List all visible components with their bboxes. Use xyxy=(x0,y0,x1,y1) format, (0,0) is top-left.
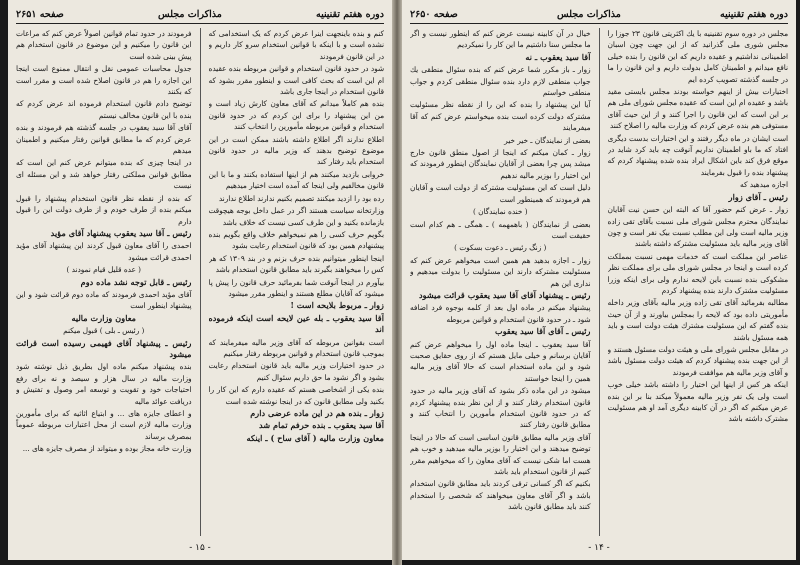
left-header-title: مذاكرات مجلس xyxy=(157,8,222,20)
left-column-1 xyxy=(209,28,385,536)
paragraph: مطالبه بفرمائید آقای تقی زاده وزیر مالیه بآقای وزیر داخله مأموریتی داده بود که لایحه را بمجلس بیاورند و از آن حیث بنده گفتم که این مسئولیت مشترك هیئت دولت است و باید همه مسئول باشند xyxy=(607,298,788,342)
left-header-rule xyxy=(16,23,384,24)
paragraph: اینکه هر کس از اینها این اختیار را داشته باشد خیلی خوب است ولی یک نفر وزیر مالیه معمولاً میکند بنا بر این بنده عرض میکنم که اگر در آن کابینه دیگری آمد او هم مسئولیت مشترک داشته باشد xyxy=(607,380,788,424)
section-heading: معاون وزارت مالیه xyxy=(71,312,137,323)
paragraph: که بنده از نقطه نظر قانون استخدام پیشنهاد را قبول میکنم بنده از طرف خودم و از طرف دولت این را قبول دارم xyxy=(16,193,192,226)
paragraph: آیا این پیشنهاد را بنده که این را از نقطه نظر مسئولیت مشترکه دولت کرده است بنده میخواستم عرض کنم که آقا میفرمایند xyxy=(410,100,591,133)
left-page-header xyxy=(16,6,384,22)
paragraph: زوار ـ عرض کنم حضور آقا که البته این حسن نیت آقایان نمایندگان محترم مجلس شورای ملی نسبت بآقای تقی زاده وزیر مالیه است ولی این مطلب نسبت بیک نفر است و چون آقای وزیر مالیه باید مسئولیت مشترکه داشته باشند xyxy=(607,205,788,249)
paragraph: در مقابل مجلس شورای ملی و هیئت دولت مسئول هستند و از این جهت بنده پیشنهاد کردم که هیئت دولت مسئول باشد و آقای وزیر مالیه هم موافقت فرمودند xyxy=(607,344,788,377)
paragraph: وزارت خانه مجاز بوده و میتواند از مصرف جایزه های ... xyxy=(22,444,192,454)
left-session-label: دوره هفتم تقنينيه xyxy=(315,8,384,20)
speaker-line: معاون وزارت مالیه ( آقای ساح ) ـ اینکه xyxy=(246,432,384,443)
speaker-line: آقا سید یعقوب ـ بله عین لایحه است اینکه فرموده اند xyxy=(208,312,384,335)
book-gutter xyxy=(392,0,402,565)
paragraph: خروابی بازدید میکنند هم از اینها استفاده بکنند و ما با این قانون مخالفیم ولی اینجا که آمده است اختیار میدهیم xyxy=(208,169,384,191)
paragraph: توضیح دادم قانون استخدام فرموده اند عرض کردم که بنده با این قانون مخالف نیستم xyxy=(16,99,192,120)
paragraph: است بقوانین مربوطه که آقای وزیر مالیه میفرمایند که بموجب قانون استخدام و قوانین مربوطه رفتار میکنیم xyxy=(208,337,384,358)
paragraph: بگویم حرف کسی را هم نمیخواهم خلاف واقع بگویم بنده پیشنهادم همین بود که قانون استخدام رعایت بشود xyxy=(208,229,384,251)
left-column-divider xyxy=(200,28,201,536)
stage-note: ( عده قلیل قیام نمودند ) xyxy=(66,265,141,275)
paragraph: پیشنهاد میکنم در ماده اول بعد از کلمه بوجوه فرد اضافه شود ـ در حدود قانون استخدام و قوانین مربوطه xyxy=(410,303,591,324)
right-page xyxy=(402,0,796,560)
speaker-line: رئیس ـ قابل توجه نشد ماده دوم xyxy=(80,276,192,287)
right-header-rule xyxy=(410,23,788,24)
speaker-line: رئیس ـ پیشنهاد آقای آقا سید یعقوب قرائت میشود xyxy=(418,289,591,300)
right-page-header xyxy=(410,6,788,22)
right-column-divider xyxy=(599,28,600,536)
paragraph: بنده پیشنهاد میکنم ماده اول بطریق ذیل نوشته شود وزارت مالیه در سال هزار و سیصد و نه برای رفع احتیاجات خود و تقویت و توسعه امر وصول و تفتیش و دریافت عوائد مالیه xyxy=(16,362,192,406)
paragraph: وزارتخانه سیاست هستند اگر در عمل داخل بوجه هیچوقت بازمانده بکنید و این طرف کسی نیست که خلاف باشد xyxy=(208,206,384,227)
paragraph: در حدود اختیارات وزیر مالیه باید قانون استخدام رعایت بشود و اگر نشود ما حق داریم سئوال کنیم xyxy=(208,361,384,382)
paragraph: اختیارات بیش از اینهم خواسته بودند مجلس بایستی مقید باشد و عقیده ام این است که عقیده مجلس شورای ملی هم بر این است که این قانون را اجرا کنند و از این حیث آقای مستوفی هم بنده عرض کردم که وزارت مالیه را اصلاح کنند xyxy=(607,87,788,131)
paragraph: عناصر این مملکت است که خدمات مهمی نسبت بمملکت کرده است و اینجا در مجلس شورای ملی برای مملکت نظر مشکوکی بنده نسبت باین لایحه ندارم ولی برای اینکه وزرا مسئولیت مشترک دارند بنده پیشنهاد کردم xyxy=(607,251,788,295)
paragraph: و اعطای جایزه های ... و ابتیاع اثاثیه که برای مأمورین وزارت مالیه لازم است از محل اعتبارات مربوطه عموماً بمصرف برساند xyxy=(16,409,192,441)
paragraph: بنده هم کاملاً میدانم که آقای معاون کارش زیاد است و من این پیشنهاد را برای این کردم که در حدود قانون استخدام و قوانین مربوطه مأمورین را انتخاب کنند xyxy=(208,99,384,132)
paragraph: بنده یکی از اشخاصی هستم که عقیده دارم که این کار را بکنید ولی مطابق قانون که در اینجا نوشته شده است xyxy=(208,385,384,406)
paragraph: در اینجا چیزی که بنده میتوانم عرض کنم این است که مطابق قوانین مملکتی رفتار خواهد شد و این مسئله ای نیست xyxy=(16,158,192,191)
left-page-number: - ۱۵ - xyxy=(189,543,211,553)
paragraph: زوار ـ کمان میکنم که اینجا از اصول منطق قانون خارج میشد پس چرا بعضی از آقایان نمایندگان اینطور فرمودند که این اختیار را بوزیر مالیه ندهیم xyxy=(410,148,591,180)
paragraph: احمدی را آقای معاون قبول کردند این پیشنهاد آقای مؤید احمدی قرائت میشود xyxy=(16,241,192,262)
speaker-line: زوار ـ مربوط بلایحه است ! xyxy=(290,300,384,311)
paragraph: دلیل است که این مسئولیت مشترکه از دولت است و آقایان هم فرمودند که همینطور است xyxy=(410,183,591,204)
speaker-line: زوار ـ بنده هم در این ماده عرضی دارم xyxy=(250,408,384,418)
stage-note: ( خنده نمایندگان ) xyxy=(472,207,528,217)
left-columns xyxy=(16,28,384,536)
paragraph: آقای مؤید احمدی فرمودند که ماده دوم قرائت شود و این پیشنهاد اینطور است xyxy=(16,289,192,311)
paragraph: مجلس در دوره سوم تقنینیه با یك اکثریتی قانون ۲۳ جوزا را مجلس شوری ملی گذرانید که از این جهت چون اسبان اطمینانی نداشتیم و عقیده داریم که این قانون را بنده خیلی نافع میدانم و اطمینان کامل بدولت داریم و این قانون را ما در جلسه گذشته تصویب کرده ایم xyxy=(607,29,788,84)
paragraph: رده بود را ازدید میکنند تصمیم بکنیم ندارند اطلاع ندارند xyxy=(218,193,384,203)
paragraph: آقا سید یعقوب ـ اینجا ماده اول را میخواهم عرض کنم آقایان برسانم و خیلی مایل هستم که از روی حقایق صحبت شود و این ماده استخدام است که حالا آقای وزیر مالیه همین را اینجا خواستند xyxy=(410,339,591,383)
paragraph: زوار ـ باز مکرر شما عرض کنم که بنده سئوال منطقی یك جواب منطقی لازم دارد بنده سئوال منطقی کردم و جواب منطقی خواستم xyxy=(410,65,591,98)
paragraph: شود در حدود قانون استخدام و قوانین مربوطه بنده عقیده ام این است که بحث کافی است و اینطور مقرر بشود که قانون استخدام در اینجا جاری باشد xyxy=(208,64,384,97)
paragraph: کنم و بنده باینجهت اینرا عرض کردم که یک استخدامی که نشده است و با اینکه با قوانین استخدام سرو کار داریم و در این قانون فرمودند xyxy=(208,29,384,61)
stage-note: ( زنگ رئیس ـ دعوت بسکوت ) xyxy=(454,243,547,253)
right-session-label: دوره هفتم تقنينيه xyxy=(719,8,788,20)
paragraph: اینجا اینطور میتوانیم بنده حرف بزنم و در بند ۱۳۰۹ که هر کس را میخواهند بگیرند باید مطابق قانون استخدام باشد xyxy=(208,253,384,275)
speaker-line: رئیس ـ آقای زوار xyxy=(728,191,788,202)
paragraph: بکنیم که اگر کسانی ترقی کردند باید مطابق قانون استخدام باشد و اگر آقای معاون میخواهند که شخصی را استخدام کنند باید مطابق قانون باشد xyxy=(410,479,591,512)
paragraph: فرمودند در حدود تمام قوانین اصولاً عرض کنم که مراعات این قانون را میکنیم و این موضوع در قانون استخدام هم پیش بینی شده است xyxy=(16,29,192,61)
speaker-line: رئیس ـ پیشنهاد آقای فهیمی رسیده است قرائت میشود xyxy=(16,337,192,359)
paragraph: آقای آقا سید یعقوب در جلسه گذشته هم فرمودند و بنده عرض کردم که ما مطابق قوانین رفتار میکنیم و اطمینان میدهم xyxy=(16,123,192,156)
left-page-label: صفحه ۲۶۵۱ xyxy=(16,8,64,20)
right-column-1 xyxy=(608,28,789,536)
paragraph: اطلاع ندارند اگر اطلاع داشته باشند ممکن است در این موضوع توضیح بدهند که وزیر مالیه در حدود قانون استخدام باید رفتار کند xyxy=(208,134,384,167)
speaker-line: آقا سید یعقوب ـ بنده حرفم تمام شد xyxy=(259,420,384,431)
paragraph: جدول محاسبات عمومی نقل و انتقال ممنوع است اینجا این اجازه را هم در قانون اصلاح شده است و مقرر است که بکنند xyxy=(16,64,192,97)
speaker-line: رئیس ـ آقای آقا سید یعقوب xyxy=(494,326,591,337)
paragraph: آقای وزیر مالیه مطابق قانون اساسی است که حالا در اینجا توضیح میدهند و این اختیار را بوزیر مالیه میدهید و خوب هم هست اما شکی نیست که آقای معاون را که میخواهیم مقرر کنیم از قانون استخدام باید باشد xyxy=(410,432,591,477)
paragraph: بعضی از نمایندگان ( باهمهمه ) ـ همگی ـ هم کدام است حقیقت است xyxy=(410,219,591,240)
paragraph: بعضی از نمایندگان ـ خیر خیر xyxy=(504,135,591,145)
paragraph: زوار ـ اجازه بدهید هم همین است میخواهم عرض کنم که مسئولیت مشترکه دارند این مسئولیت را بدولت میدهیم و نداری این هم xyxy=(410,255,591,288)
stage-note: ( رئیس ـ بلی ) قبول میکنم xyxy=(63,326,145,336)
speaker-line: رئیس ـ آقا سید یعقوب پیشنهاد آقای مؤید xyxy=(50,227,192,238)
right-header-title: مذاكرات مجلس xyxy=(556,8,621,20)
paragraph: است ایشان در ماه دیگر رفتند و این اختیارات بدست دیگری افتاد که ما باو اطمینان نداریم آنوقت چه باید کرد شاید در موقع فرق کند باین اشکال ایراد بنده شده پیشنهاد کردم که پیشنهاد بنده را قبول بفرمایند xyxy=(607,133,788,177)
paragraph: میشود در این ماده ذکر بشود که آقای وزیر مالیه در حدود قانون استخدام رفتار کنند و از این نظر بنده پیشنهاد کردم که در حدود قانون استخدام مأمورین را انتخاب کنند و مطابق قانون رفتار کنند xyxy=(410,386,591,430)
right-page-number: - ۱۴ - xyxy=(588,543,610,553)
right-page-label: صفحه ۲۶۵۰ xyxy=(410,8,458,20)
speaker-line: آقا سید یعقوب ـ نه xyxy=(525,51,591,62)
paragraph: خیال در آن کابینه نیست عرض کنم که اینطور نیست و اگر ما مجلس سنا داشتیم ما این کار را نمیکردیم xyxy=(410,29,591,50)
paragraph: بیآورم در اینجا آنوقت شما بفرمائید حرف قانون را پیش پا میشود که آقایان مطلع هستند و اینطور مقرر میشود xyxy=(208,277,384,298)
left-column-2 xyxy=(16,28,192,536)
right-column-2 xyxy=(410,28,591,536)
right-columns xyxy=(410,28,788,536)
paragraph: اجازه میدهید که xyxy=(740,180,788,190)
left-page xyxy=(8,0,392,560)
